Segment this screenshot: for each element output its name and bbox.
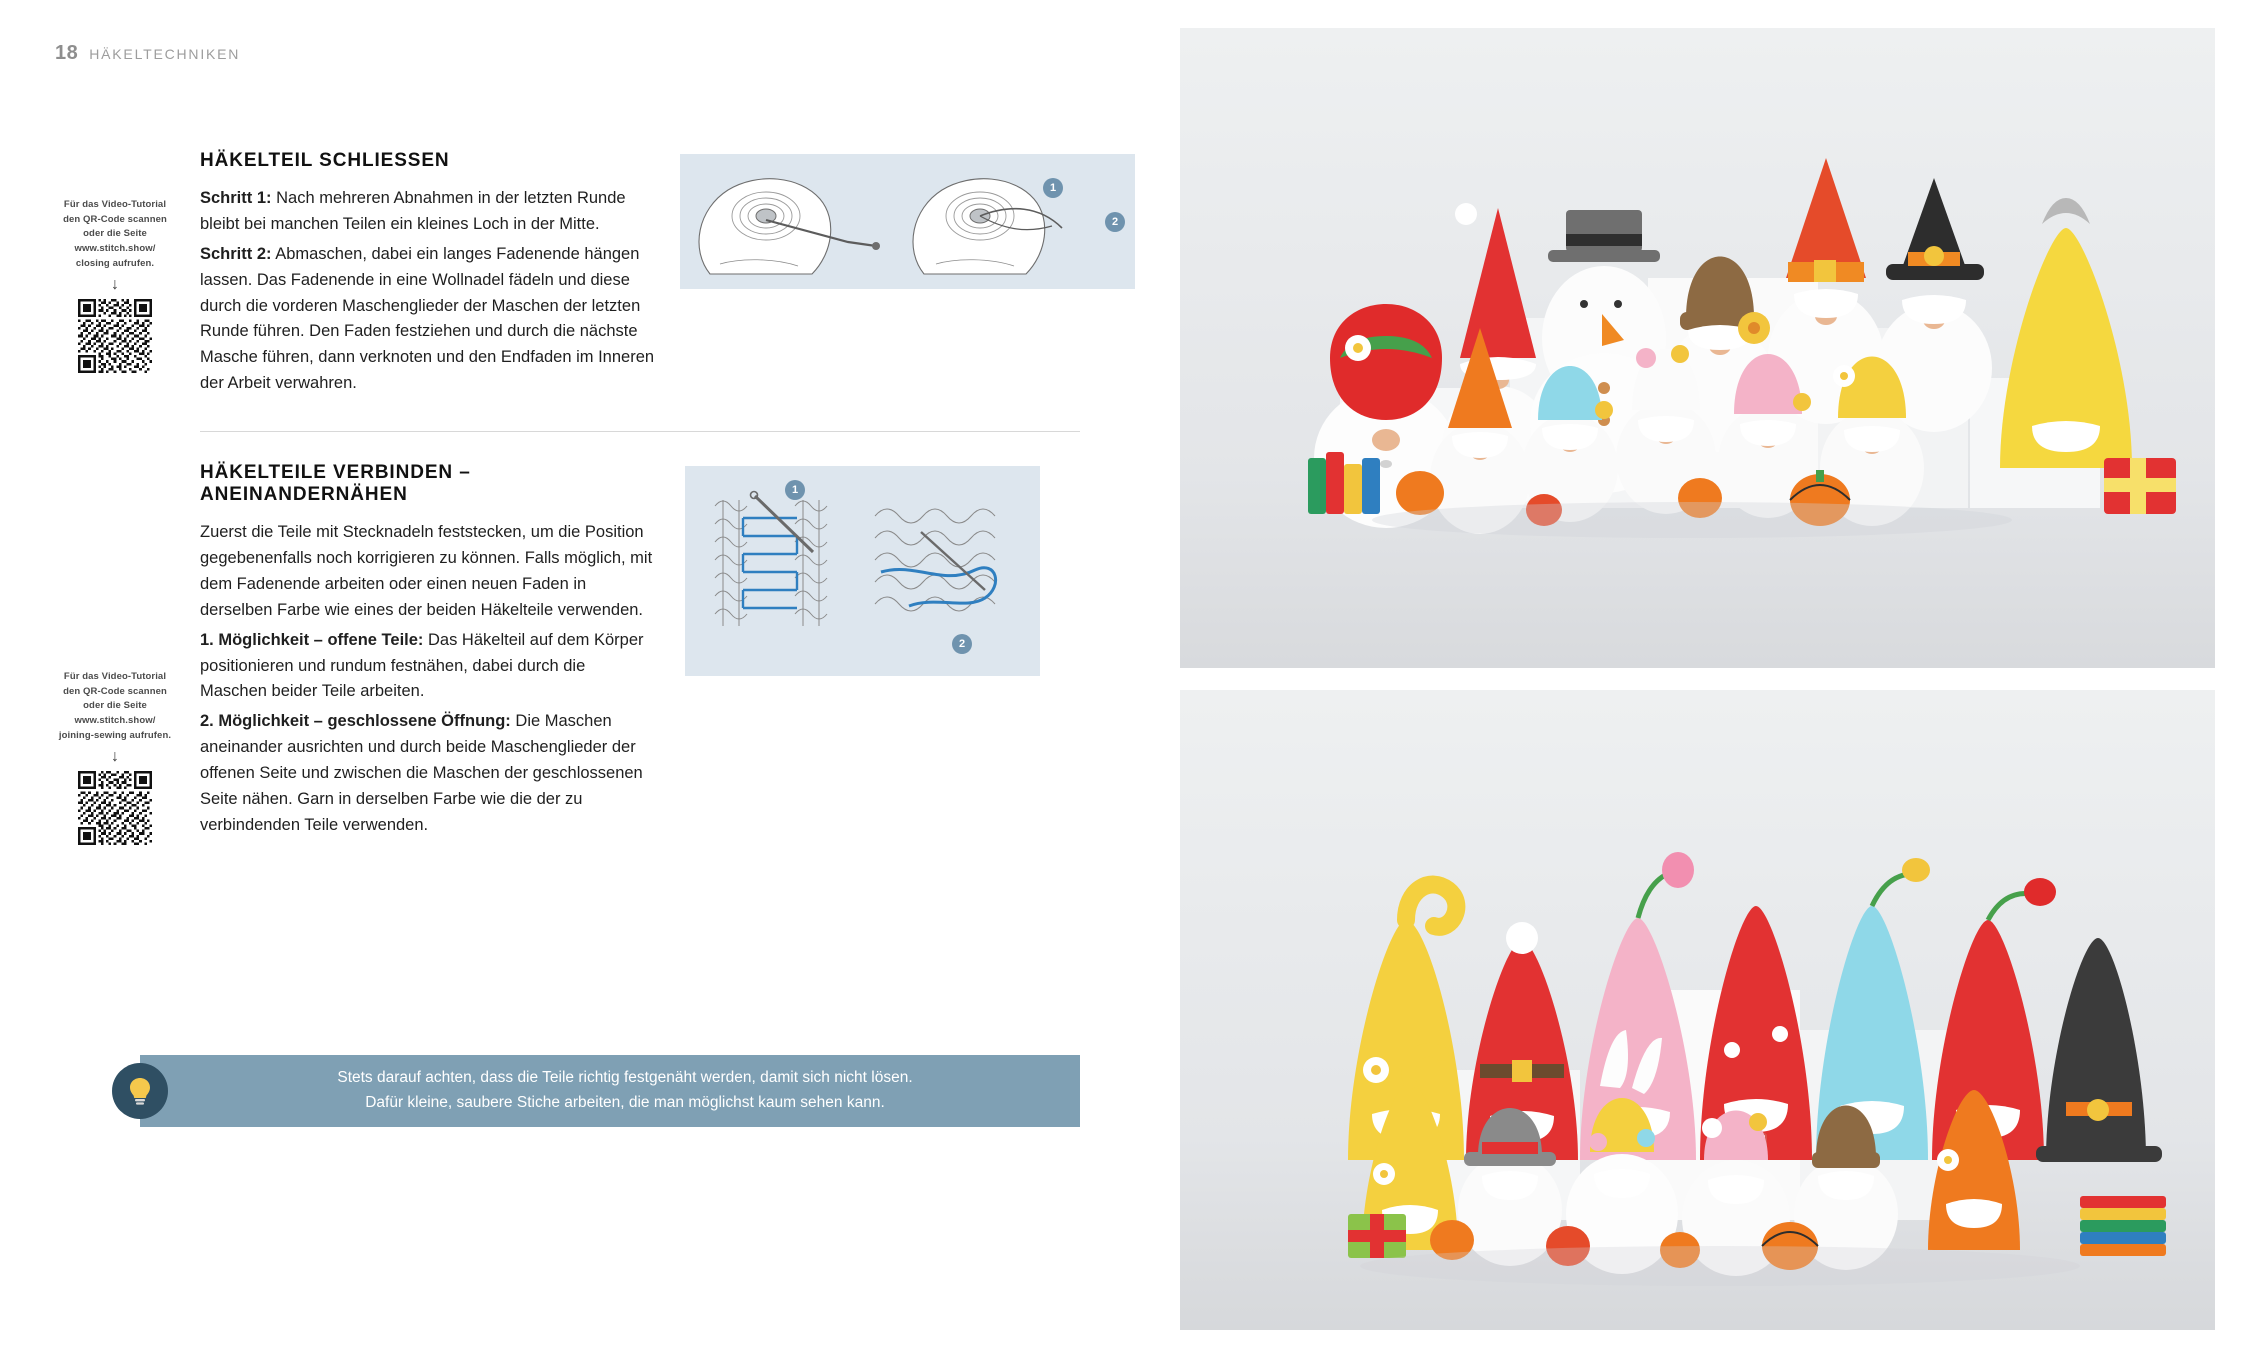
- qr-code-joining-sewing-icon[interactable]: [78, 771, 152, 845]
- right-page: [1160, 0, 2244, 1358]
- lightbulb-glyph: [127, 1076, 153, 1106]
- illustration-badge-1: 1: [1043, 178, 1063, 198]
- illustration-joining-svg: [685, 466, 1040, 676]
- paragraph-option-2: [200, 709, 655, 838]
- section-divider: [200, 431, 1080, 432]
- tip-line-1: Stets darauf achten, dass die Teile richtig festgenäht werden, damit sich nicht lösen.: [337, 1069, 913, 1087]
- side-note-link-2b[interactable]: joining-sewing: [58, 729, 127, 741]
- side-note-line-2b: den QR-Code scannen: [63, 685, 167, 697]
- side-note-link-1a[interactable]: www.stitch.show/: [74, 243, 156, 255]
- tip-text: [140, 1066, 1080, 1116]
- tip-line-2: Dafür kleine, saubere Stiche arbeiten, die man möglichst kaum sehen kann.: [365, 1094, 885, 1111]
- lead-option-2: 2. Möglichkeit – geschlossene Öffnung:: [200, 712, 511, 731]
- side-note-suffix-2: aufrufen.: [129, 729, 172, 741]
- side-note-line-2a: Für das Video-Tutorial: [63, 671, 167, 682]
- photo-top-artwork: [1180, 28, 2215, 668]
- paragraph-option-2-text: Die Maschen aneinander ausrichten und durch beide Maschenglieder der offenen Seite und zwischen die Maschen der geschlossenen Seite nähen. Garn in derselben Farbe wie die der zu verbindenden Teile verwenden.: [200, 712, 643, 834]
- side-note-line-1a: Für das Video-Tutorial: [63, 199, 167, 210]
- illustration-closing-svg: [680, 154, 1135, 289]
- photo-gnome-collection-bottom: [1180, 690, 2215, 1330]
- lead-step-2: Schritt 2:: [200, 244, 272, 263]
- lightbulb-icon: [112, 1063, 168, 1119]
- arrow-down-icon-1: ↓: [111, 275, 119, 293]
- lead-option-1: 1. Möglichkeit – offene Teile:: [200, 630, 424, 649]
- tip-box: [140, 1055, 1080, 1127]
- paragraph-option-1-text: Das Häkelteil auf dem Körper positionieren und rundum festnähen, dabei durch die Maschen beider Teile arbeiten.: [200, 630, 644, 701]
- section-title-joining: HÄKELTEILE VERBINDEN – ANEINANDERNÄHEN: [200, 462, 471, 506]
- side-note-link-2a[interactable]: www.stitch.show/: [74, 715, 156, 727]
- side-note-line-1c: oder die Seite: [83, 228, 147, 240]
- photo-gnome-collection-top: [1180, 28, 2215, 668]
- section-title-closing: HÄKELTEIL SCHLIESSEN: [200, 150, 450, 171]
- running-head: HÄKELTECHNIKEN: [89, 46, 241, 62]
- page-number: 18: [55, 42, 79, 64]
- joining-badge-2: 2: [952, 634, 972, 654]
- paragraph-step-1-text: Nach mehreren Abnahmen in der letzten Runde bleibt bei manchen Teilen ein kleines Loch in der Mitte.: [200, 189, 626, 233]
- paragraph-step-2: [200, 242, 655, 397]
- folio: [55, 42, 240, 65]
- side-note-text-2: [40, 670, 190, 744]
- qr-code-closing-icon[interactable]: [78, 299, 152, 373]
- main-text-column: [200, 150, 1119, 839]
- paragraph-step-1: [200, 186, 655, 238]
- page-gutter: [1140, 0, 1160, 1358]
- side-note-suffix-1: aufrufen.: [112, 257, 155, 269]
- arrow-down-icon-2: ↓: [111, 747, 119, 765]
- paragraph-step-2-text: Abmaschen, dabei ein langes Fadenende hängen lassen. Das Fadenende in eine Wollnadel fädeln und diese durch die vorderen Maschenglieder der Maschen der letzten Runde führen. Den Faden festziehen und durch die nächste Masche führen, dann verknoten und den Endfaden im Inneren der Arbeit verwahren.: [200, 244, 655, 393]
- side-note-text-1: [40, 198, 190, 272]
- side-note-joining: [40, 670, 190, 845]
- joining-badge-1: 1: [785, 480, 805, 500]
- photo-bottom-artwork: [1180, 690, 2215, 1330]
- paragraph-option-1: [200, 628, 655, 706]
- side-note-link-1b[interactable]: closing: [75, 257, 110, 269]
- section-joining: [200, 462, 1080, 839]
- illustration-joining-sewing: [685, 466, 1040, 676]
- side-note-line-2c: oder die Seite: [83, 700, 147, 712]
- lead-step-1: Schritt 1:: [200, 189, 272, 207]
- illustration-closing-crochet-piece: [680, 154, 1135, 289]
- paragraph-joining-intro: Zuerst die Teile mit Stecknadeln feststecken, um die Position gegebenenfalls noch korrigieren zu können. Falls möglich, mit dem Fadenende arbeiten oder einen neuen Faden in derselben Farbe wie eines der beiden Häkelteile verwenden.: [200, 523, 653, 619]
- illustration-badge-2: 2: [1105, 212, 1125, 232]
- side-note-line-1b: den QR-Code scannen: [63, 213, 167, 225]
- section-closing: [200, 150, 1119, 397]
- side-note-closing: [40, 198, 190, 373]
